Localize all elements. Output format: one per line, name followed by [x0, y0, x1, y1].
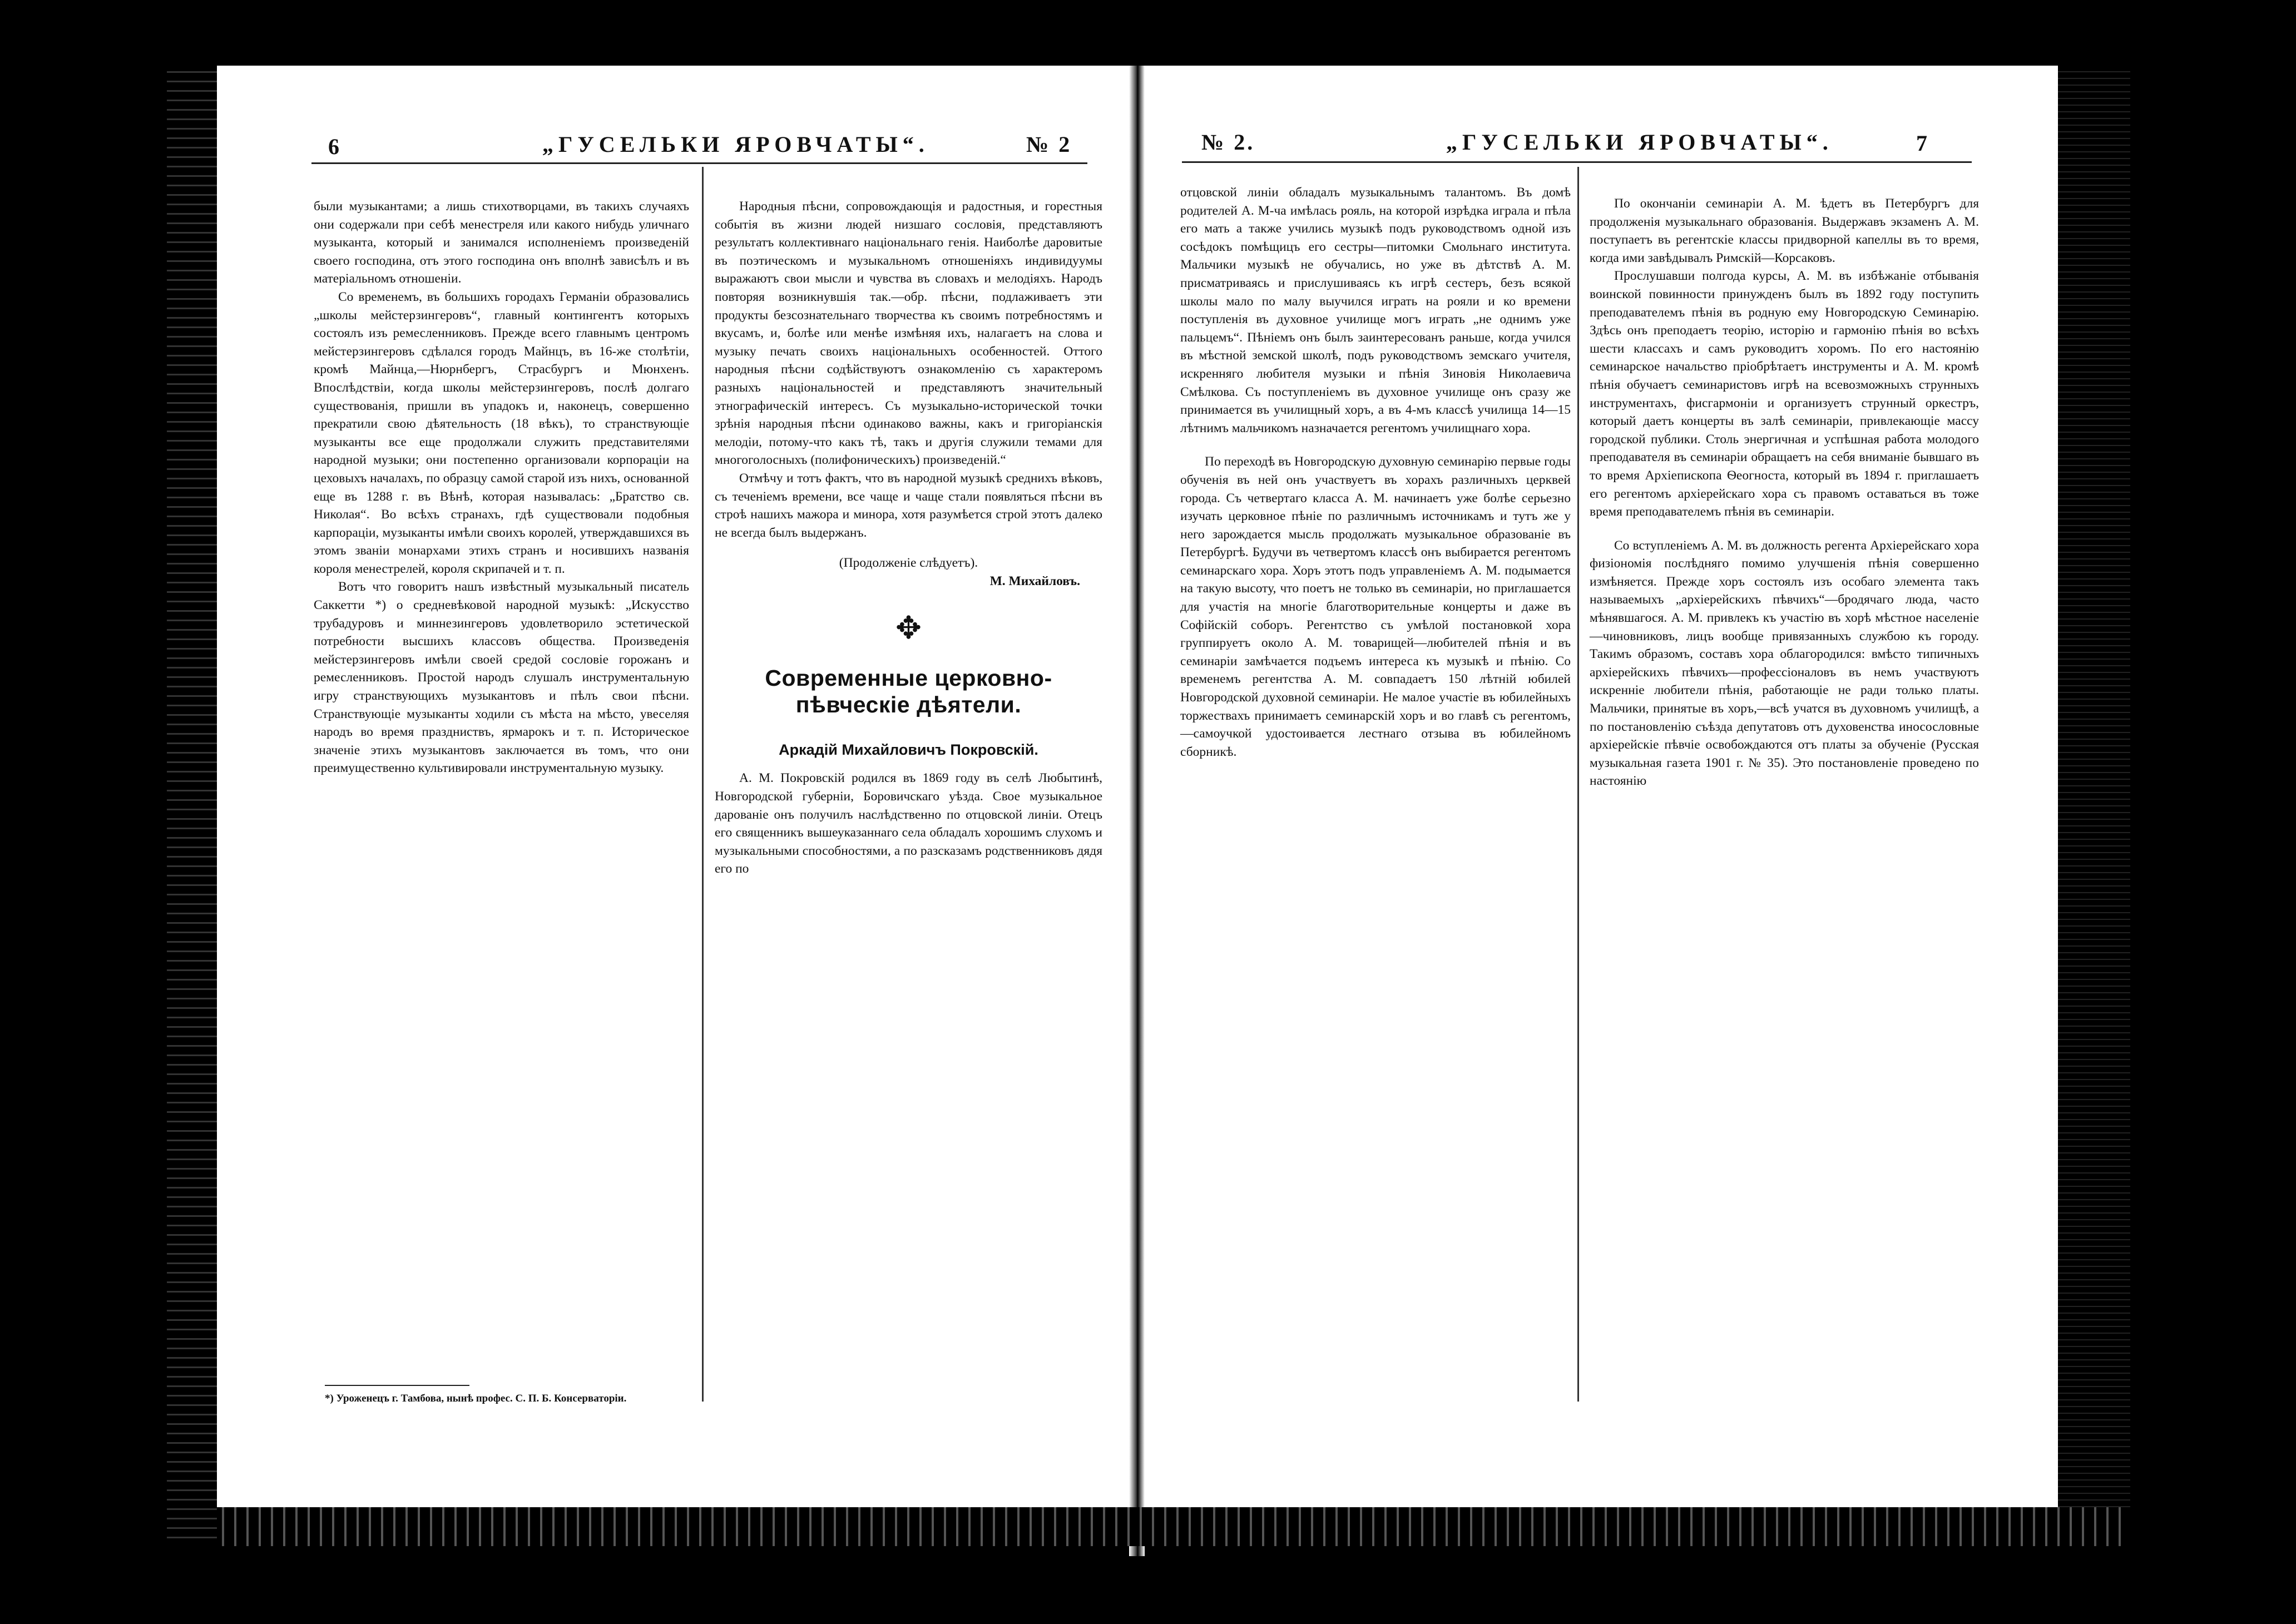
right-page-number: 7 [1916, 131, 1932, 156]
left-running-title: „ГУСЕЛЬКИ ЯРОВЧАТЫ“. [542, 132, 929, 157]
paragraph: Со временемъ, въ большихъ городахъ Германіи образовались „школы мейстерзингеровъ“, главный контингентъ которыхъ состоялъ изъ ремесленниковъ. Прежде всего главнымъ центромъ мейстерзингеровъ сдѣлался городъ Майнцъ, въ 16-же столѣтіи, кромѣ Майнца,—Нюрнбергъ, Страсбургъ и Мюнхенъ. Впослѣдствіи, когда школы мейстерзингеровъ, послѣ долгаго существованія, пришли въ упадокъ и, наконецъ, совершенно прекратили свою дѣятельность (18 вѣкъ), то странствующіе музыканты все еще продолжали служить представителями народной музыки; они постепенно организовали корпораціи на цеховыхъ началахъ, по образцу самой старой изъ нихъ, основанной еще въ 1288 г. въ Вѣнѣ, которая называлась: „Братство св. Николая“. Во всѣхъ странахъ, гдѣ существовали подобныя карпораціи, музыканты имѣли своихъ королей, утверждавшихся въ этомъ званіи монархами этихъ странъ и носившихъ названія короля менестрелей, короля скрипачей и т. п. [314, 289, 689, 576]
paragraph: Прослушавши полгода курсы, А. М. въ избѣжаніе отбыванія воинской повинности принужденъ былъ въ 1892 году поступить преподавателемъ пѣнія въ родную ему Новгородскую Семинарію. Здѣсь онъ преподаетъ теорію, исторію и гармонію пѣнія во всѣхъ шести классахъ и самъ руководитъ хоромъ. По его настоянію семинарское начальство пріобрѣтаетъ инструменты и А. М. кромѣ пѣнія обучаетъ семинаристовъ игрѣ на всевозможныхъ струнныхъ инструментахъ, фисгармоніи и организуетъ струнный оркестръ, который даетъ концерты въ залѣ семинаріи, привлекающіе массу городской публики. Столь энергичная и успѣшная работа молодого преподавателя въ семинаріи обращаетъ на себя вниманіе бывшаго въ то время Архіепископа Ѳеогноста, который въ 1894 г. приглашаетъ его регентомъ архіерейскаго хора съ правомъ оставаться въ тоже время преподавателемъ пѣнія въ семинаріи. [1590, 269, 1979, 519]
right-header-rule [1182, 161, 1972, 163]
article-subtitle: Аркадій Михайловичъ Покровскій. [779, 741, 1038, 759]
right-column-divider [1577, 167, 1579, 1402]
paragraph: были музыкантами; а лишь стихотворцами, въ такихъ случаяхъ они содержали при себѣ менестреля или какого нибудь уличнаго музыканта, который и занимался исполненіемъ произведеній своего господина, отъ этого господина онъ вполнѣ зависѣлъ и въ матеріальномъ отношеніи. [314, 199, 689, 286]
scan-border-left [0, 0, 167, 1624]
scan-border-right [2130, 0, 2296, 1624]
scan-border-top [0, 0, 2296, 66]
right-page-column-1 [1180, 184, 1571, 761]
scan-shadow-left [167, 66, 217, 1546]
paragraph: отцовской линіи обладалъ музыкальнымъ талантомъ. Въ домѣ родителей А. М-ча имѣлась рояль, на которой изрѣдка играла и пѣла его мать а также учились музыкѣ подъ руководствомъ одной изъ сосѣдокъ помѣщицъ его сестры—питомки Смольнаго института. Мальчики музыкѣ не обучались, но уже въ дѣтствѣ А. М. присматриваясь и прислушиваясь къ игрѣ сестеръ, безъ всякой школы мало по малу выучился играть на рояли и ко времени поступленія въ духовное училище могъ играть „не однимъ уже пальцемъ“. Пѣніемъ онъ былъ заинтересованъ раньше, когда учился въ мѣстной земской школѣ, подъ руководствомъ земскаго учителя, искренняго любителя музыки и пѣнія Зиновія Николаевича Смѣлкова. Съ поступленіемъ въ духовное училище онъ сразу же принимается въ училищный хоръ, а въ 4-мъ классѣ училища 14—15 лѣтнимъ мальчикомъ назначается регентомъ училищнаго хора. [1180, 185, 1571, 435]
paragraph: По переходѣ въ Новгородскую духовную семинарію первые годы обученія въ ней онъ участвуетъ въ хорахъ различныхъ церквей города. Съ четвертаго класса А. М. начинаетъ уже болѣе серьезно изучать церковное пѣніе по различнымъ источникамъ и тутъ же у него зарождается мысль продолжать музыкальное образованіе въ Петербургѣ. Будучи въ четвертомъ классѣ онъ выбирается регентомъ семинарскаго хора. Хоръ этотъ подъ управленіемъ А. М. подымается на такую высоту, что поетъ не только въ семинаріи, но приглашается для участія на многіе благотворительные концерты и даже въ Софійскій соборъ. Регентство съ умѣлой постановкой хора группируетъ около А. М. товарищей—любителей пѣнія и въ семинаріи замѣчается подъемъ интереса къ музыкѣ и пѣнію. Со временемъ регентства А. М. совпадаетъ 150 лѣтній юбилей Новгородской духовной семинаріи. Не малое участіе въ юбилейныхъ торжествахъ принимаетъ семинарскій хоръ и во главѣ съ регентомъ,—самоучкой удостоивается лестнаго отзыва въ юбилейномъ сборникѣ. [1180, 454, 1571, 759]
paragraph: Народныя пѣсни, сопровождающія и радостныя, и горестныя событія въ жизни людей низшаго сословія, представляютъ результатъ коллективнаго національнаго генія. Наиболѣе даровитые въ поэтическомъ и музыкальномъ отношеніяхъ индивидуумы выражаютъ свои мысли и чувства въ словахъ и мелодіяхъ. Народъ повторяя возникнувшія так.—обр. пѣсни, подлаживаетъ эти продукты безсознательнаго творчества къ своимъ потребностямъ и вкусамъ, и, болѣе или менѣе измѣняя ихъ, налагаетъ на слова и музыку печать своихъ національныхъ особенностей. Оттого народныя пѣсни содѣйствуютъ ознакомленію съ характеромъ разныхъ національностей и представляютъ значительный этнографическій интересъ. Съ музыкально-исторической точки зрѣнія народныя пѣсни одинаково важны, какъ и григоріанскія мелодіи, потому-что какъ тѣ, такъ и другія служили темами для многоголосныхъ (полифоническихъ) произведеній.“ [715, 199, 1102, 468]
page-edge-band [217, 1507, 2130, 1546]
left-page-column-1 [314, 197, 689, 778]
paragraph: А. М. Покровскій родился въ 1869 году въ селѣ Любытинѣ, Новгородской губерніи, Боровичскаго уѣзда. Свое музыкальное дарованіе онъ получилъ наслѣдственно по отцовской линіи. Отецъ его священникъ вышеуказаннаго села обладалъ хорошимъ слухомъ и музыкальными способностями, а по разсказамъ родственниковъ дядя его по [715, 771, 1102, 877]
paragraph: Вотъ что говоритъ нашъ извѣстный музыкальный писатель Саккетти *) о средневѣковой народной музыкѣ: „Искусство трубадуровъ и миннезингеровъ удовлетворило эстетической потребности высшихъ классовъ общества. Произведенія мейстерзингеровъ имѣли своей средой сословіе горожанъ и ремесленниковъ. Простой народъ слушалъ инструментальную игру странствующихъ музыкантовъ и пѣлъ свои пѣсни. Странствующіе музыканты ходили съ мѣста на мѣсто, увеселяя народъ во время праздниствъ, ярмарокъ и т. п. Историческое значеніе этихъ музыкантовъ заключается въ томъ, что они преимущественно культивировали инструментальную музыку. [314, 580, 689, 776]
ornament-divider: ✥ [895, 611, 922, 646]
right-page-column-2 [1590, 195, 1979, 790]
scan-shadow-right [2058, 66, 2130, 1546]
right-running-title: „ГУСЕЛЬКИ ЯРОВЧАТЫ“. [1446, 130, 1833, 155]
footnote: *) Уроженецъ г. Тамбова, нынѣ профес. С. П. Б. Консерваторіи. [325, 1393, 627, 1404]
article-title: Современные церковно-пѣвческіе дѣятели. [765, 665, 1052, 718]
paragraph: Отмѣчу и тотъ фактъ, что въ народной музыкѣ среднихъ вѣковъ, съ теченіемъ времени, все чаще и чаще стали появляться пѣсни въ строѣ нашихъ мажора и минора, хотя разумѣется строй этотъ далеко не всегда былъ выдержанъ. [715, 471, 1102, 540]
scan-border-bottom [0, 1546, 2296, 1624]
left-issue-number: № 2 [1026, 132, 1072, 157]
left-page-number: 6 [328, 134, 344, 159]
continued-note: (Продолженіе слѣдуетъ). [839, 556, 978, 571]
right-issue-number: № 2. [1201, 130, 1255, 155]
paragraph: По окончаніи семинаріи А. М. ѣдетъ въ Петербургъ для продолженія музыкальнаго образованія. Выдержавъ экзаменъ А. М. поступаетъ въ регентскіе классы придворной капеллы въ то время, когда ими завѣдывалъ Римскій—Корсаковъ. [1590, 196, 1979, 265]
paragraph: Со вступленіемъ А. М. въ должность регента Архіерейскаго хора физіономія послѣдняго помимо улучшенія пѣнія совершенно измѣняется. Прежде хоръ состоялъ изъ особаго элемента такъ называемыхъ „архіерейскихъ пѣвчихъ“—бродячаго люда, часто мѣнявшагося. А. М. привлекъ къ участію въ хорѣ мѣстное населеніе—чиновниковъ, лицъ вообще привязанныхъ службою къ городу. Такимъ образомъ, составъ хора облагородился: вмѣсто типичныхъ архіерейскихъ пѣвчихъ—профессіоналовъ въ немъ участвуютъ искренніе любители пѣнія, работающіе не ради только платы. Мальчики, принятые въ хоръ,—всѣ учатся въ духовномъ училищѣ, а по постановленію съѣзда депутатовъ отъ духовенства иносословные архіерейскіе пѣвчіе освобождаются отъ платы за обученіе (Русская музыкальная газета 1901 г. № 35). Это постановленіе проведено по настоянію [1590, 538, 1979, 789]
left-header-rule [311, 162, 1087, 164]
footnote-rule [325, 1385, 469, 1386]
book-spine [1129, 66, 1145, 1556]
left-column-divider [702, 167, 704, 1402]
left-page-column-2 [715, 197, 1102, 878]
author-signature: М. Михайловъ. [989, 573, 1080, 588]
